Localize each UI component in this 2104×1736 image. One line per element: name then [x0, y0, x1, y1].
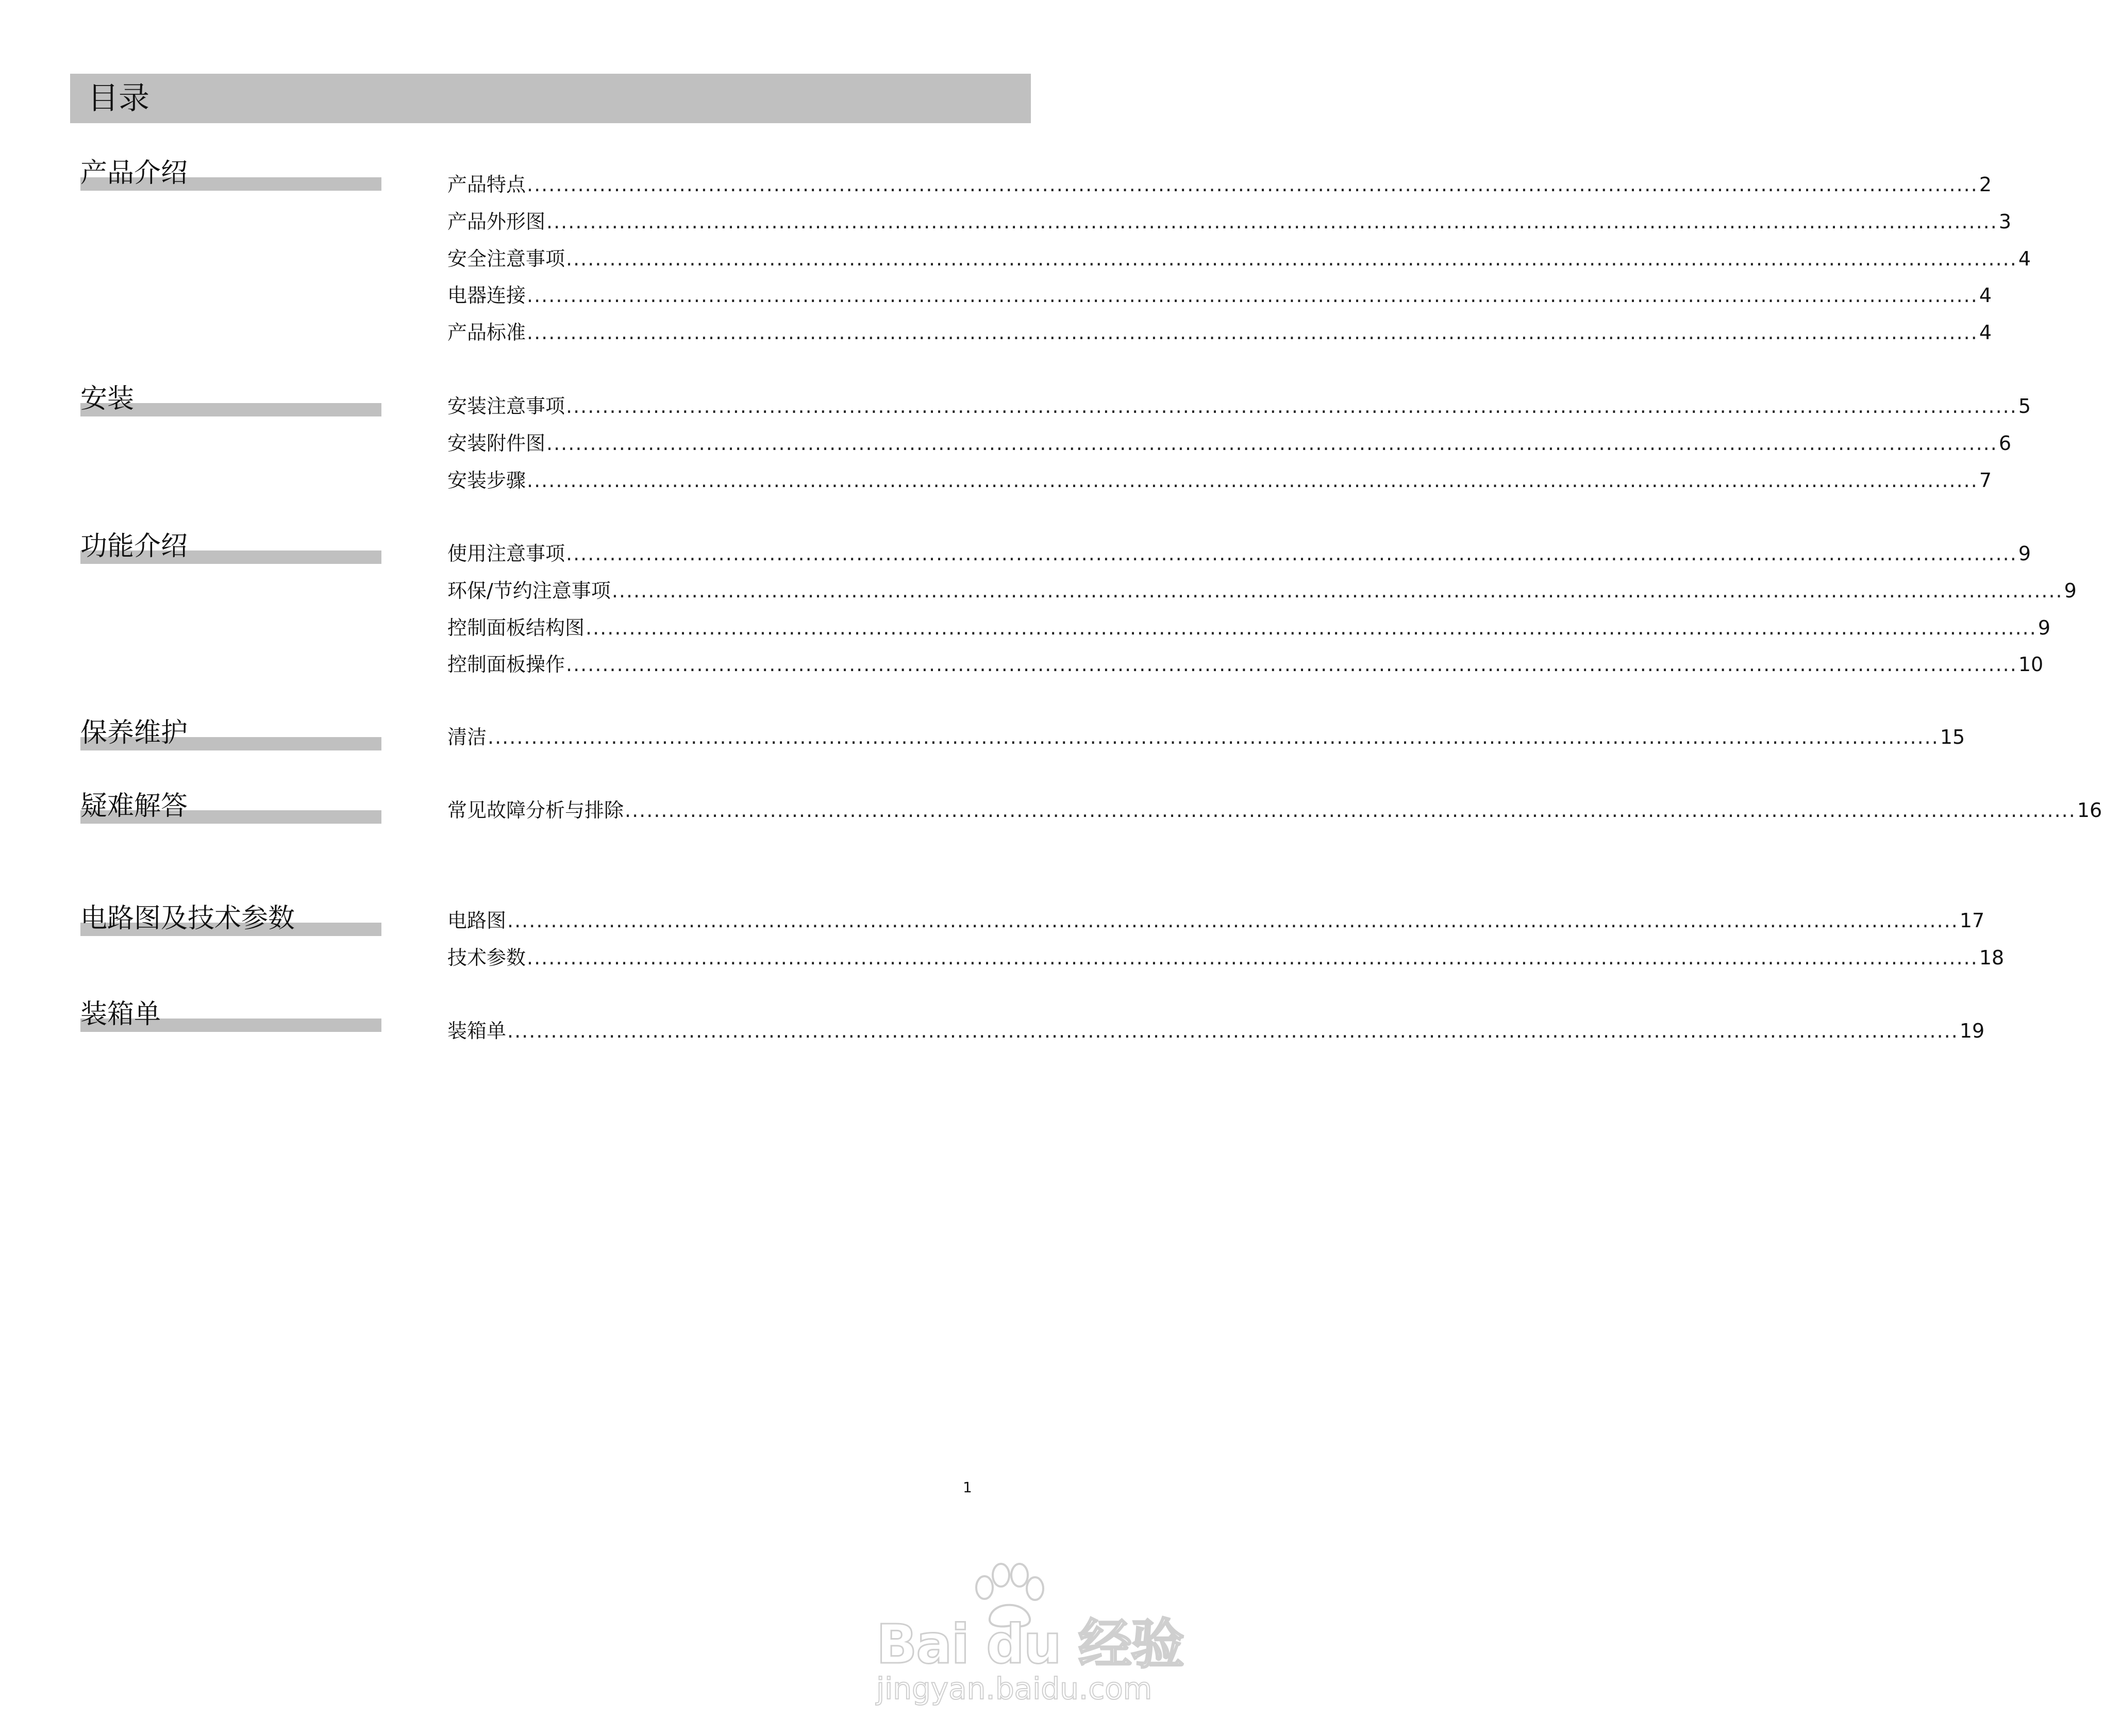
toc-entry[interactable]	[447, 1015, 1985, 1046]
toc-entry[interactable]	[447, 317, 1992, 348]
toc-entry[interactable]	[447, 942, 2005, 973]
entry-label: 安装步骤	[447, 469, 526, 492]
entry-page: 18	[1979, 946, 2005, 969]
entry-label: 安装附件图	[447, 432, 546, 455]
dot-leader: ........................................................................................................................................................................................................	[507, 1020, 1959, 1042]
toc-entry[interactable]	[447, 538, 2031, 569]
toc-entry[interactable]	[447, 243, 2031, 274]
watermark-url: jingyan.baidu.com	[876, 1671, 1153, 1706]
entry-page: 15	[1940, 726, 1965, 748]
toc-entry[interactable]	[447, 169, 1992, 200]
entry-page: 3	[1998, 210, 2012, 233]
entry-page: 9	[2064, 579, 2077, 602]
baidu-jingyan-watermark	[876, 1562, 1183, 1716]
dot-leader: ........................................................................................................................................................................................................	[566, 247, 2017, 270]
toc-entry[interactable]	[447, 649, 2044, 680]
entry-label: 电路图	[447, 909, 507, 932]
dot-leader: ........................................................................................................................................................................................................	[546, 210, 1998, 233]
entry-page: 4	[2018, 247, 2031, 270]
dot-leader: ........................................................................................................................................................................................................	[527, 284, 1978, 307]
entry-label: 清洁	[447, 726, 487, 748]
entry-page: 6	[1998, 432, 2012, 455]
toc-entry[interactable]	[447, 795, 2102, 826]
dot-leader: ........................................................................................................................................................................................................	[611, 579, 2063, 602]
entry-page: 4	[1979, 284, 1992, 307]
section-title: 安装	[80, 383, 135, 414]
toc-entry[interactable]	[447, 465, 1992, 496]
dot-leader: ........................................................................................................................................................................................................	[488, 726, 1939, 748]
entry-page: 19	[1959, 1020, 1985, 1042]
entry-page: 16	[2077, 799, 2102, 822]
page-title: 目录	[88, 80, 149, 116]
section-title: 电路图及技术参数	[80, 903, 295, 934]
dot-leader: ........................................................................................................................................................................................................	[566, 542, 2017, 565]
section-title: 产品介绍	[80, 158, 188, 189]
section-title: 功能介绍	[80, 531, 188, 562]
entry-label: 安全注意事项	[447, 247, 565, 270]
dot-leader: ........................................................................................................................................................................................................	[546, 432, 1998, 455]
toc-entry[interactable]	[447, 722, 1965, 753]
toc-entry[interactable]	[447, 428, 2012, 459]
dot-leader: ........................................................................................................................................................................................................	[527, 321, 1978, 344]
entry-label: 环保/节约注意事项	[447, 579, 611, 602]
toc-entry[interactable]	[447, 575, 2077, 606]
entry-label: 常见故障分析与排除	[447, 799, 624, 822]
entry-label: 技术参数	[447, 946, 526, 969]
entry-label: 控制面板操作	[447, 653, 565, 676]
entry-page: 2	[1979, 173, 1992, 196]
toc-entry[interactable]	[447, 612, 2051, 643]
entry-label: 产品特点	[447, 173, 526, 196]
entry-page: 17	[1959, 909, 1985, 932]
entry-page: 10	[2018, 653, 2044, 676]
entry-label: 电器连接	[447, 284, 526, 307]
section-title: 装箱单	[80, 999, 161, 1030]
entry-label: 产品外形图	[447, 210, 546, 233]
toc-entry[interactable]	[447, 905, 1985, 936]
dot-leader: ........................................................................................................................................................................................................	[527, 946, 1978, 969]
entry-label: 安装注意事项	[447, 395, 565, 418]
toc-entry[interactable]	[447, 280, 1992, 311]
dot-leader: ........................................................................................................................................................................................................	[527, 469, 1978, 492]
dot-leader: ........................................................................................................................................................................................................	[586, 616, 2037, 639]
section-title: 保养维护	[80, 717, 188, 748]
entry-label: 装箱单	[447, 1020, 507, 1042]
entry-page: 5	[2018, 395, 2031, 418]
dot-leader: ........................................................................................................................................................................................................	[566, 395, 2017, 418]
dot-leader: ........................................................................................................................................................................................................	[507, 909, 1959, 932]
entry-page: 9	[2018, 542, 2031, 565]
dot-leader: ........................................................................................................................................................................................................	[527, 173, 1978, 196]
page-number: 1	[963, 1479, 972, 1496]
entry-page: 7	[1979, 469, 1992, 492]
entry-page: 4	[1979, 321, 1992, 344]
entry-label: 产品标准	[447, 321, 526, 344]
toc-entry[interactable]	[447, 206, 2012, 237]
toc-entry[interactable]	[447, 391, 2031, 422]
dot-leader: ........................................................................................................................................................................................................	[566, 653, 2017, 676]
entry-label: 使用注意事项	[447, 542, 565, 565]
entry-label: 控制面板结构图	[447, 616, 585, 639]
dot-leader: ........................................................................................................................................................................................................	[625, 799, 2076, 822]
watermark-brand: Bai du 经验	[876, 1613, 1183, 1676]
entry-page: 9	[2038, 616, 2051, 639]
section-title: 疑难解答	[80, 791, 188, 822]
toc-title-bar	[70, 74, 1031, 123]
